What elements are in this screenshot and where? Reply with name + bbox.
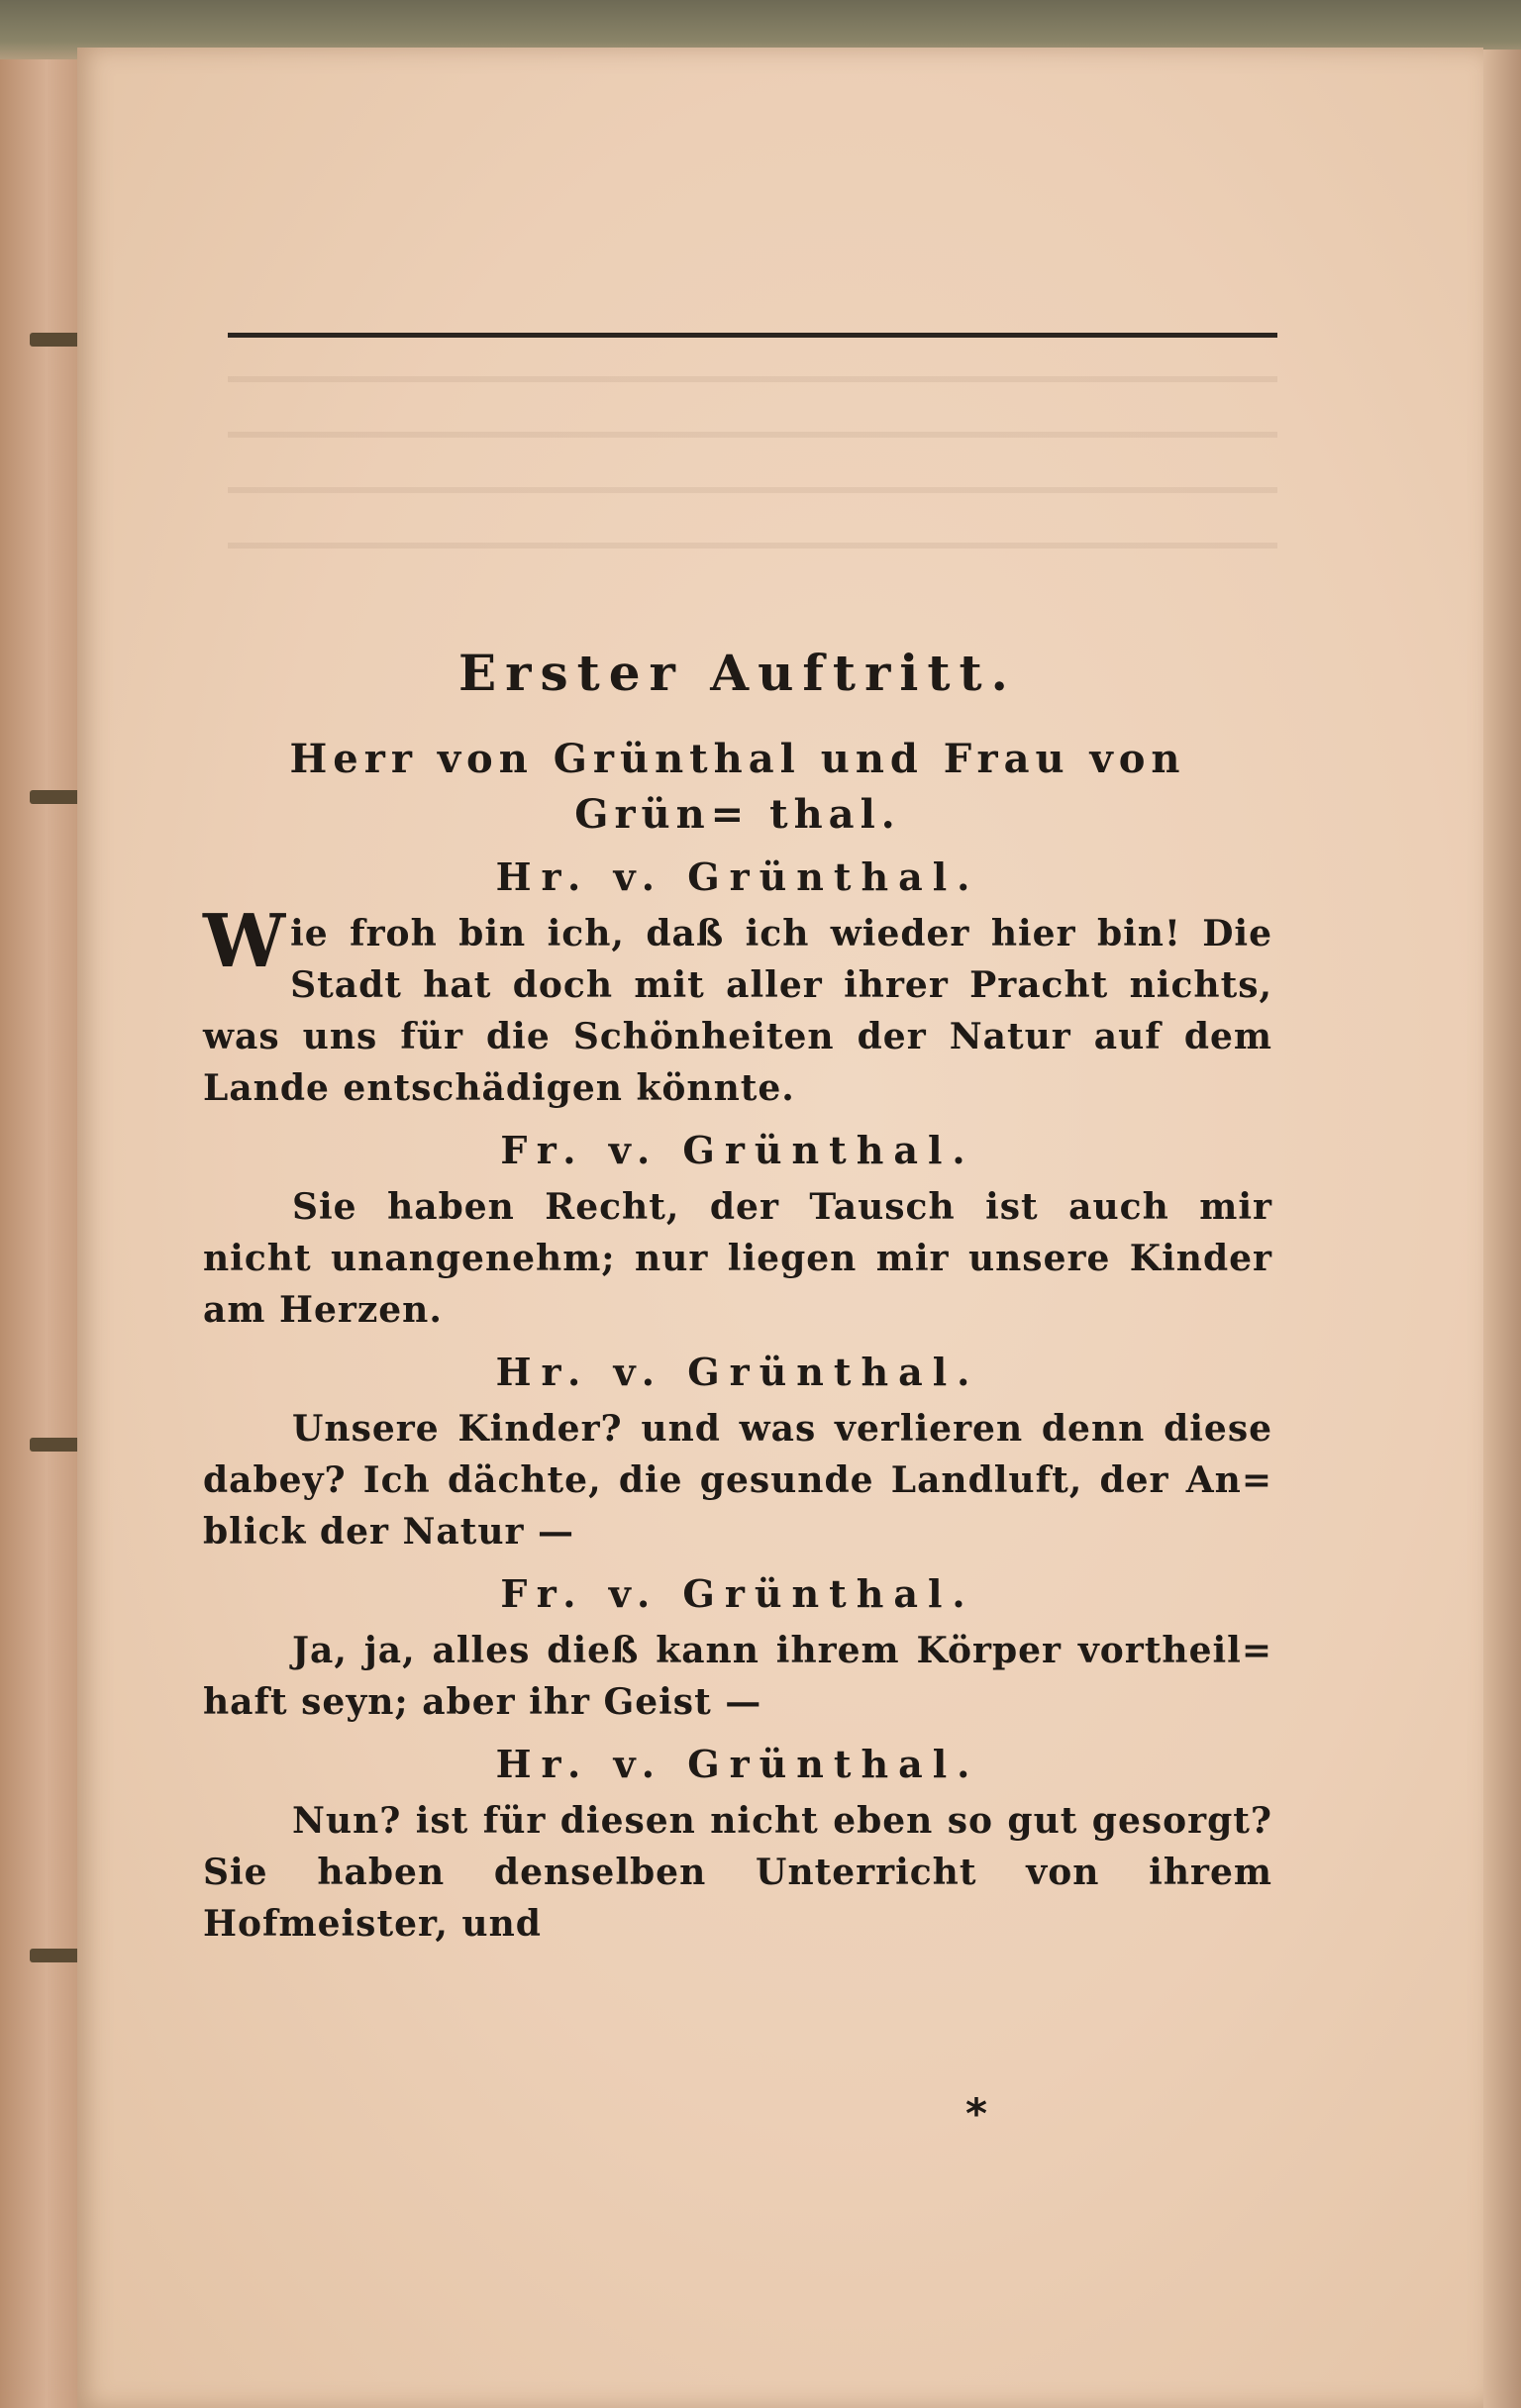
speaker-name: Fr. v. Grünthal. xyxy=(500,1128,975,1172)
speech-paragraph: Unsere Kinder? und was verlieren denn diese dabey? Ich dächte, die gesunde Landluft, der An= blick der Natur — xyxy=(203,1408,1272,1553)
speaker-name: Fr. v. Grünthal. xyxy=(500,1571,975,1616)
speech-paragraph xyxy=(203,899,1272,1114)
speaker-name: Hr. v. Grünthal. xyxy=(495,1350,980,1394)
scene-characters: Herr von Grünthal und Frau von Grün= thal. xyxy=(289,736,1186,838)
speaker-name: Hr. v. Grünthal. xyxy=(495,854,980,899)
speaker-name: Hr. v. Grünthal. xyxy=(495,1742,980,1786)
drop-initial: W xyxy=(203,899,287,984)
speech-paragraph: Sie haben Recht, der Tausch ist auch mir nicht unangenehm; nur liegen mir unsere Kinder am Herzen. xyxy=(203,1186,1272,1331)
speech-text: ie froh bin ich, daß ich wieder hier bin! Die Stadt hat doch mit aller ihrer Pracht nichts, was uns für die Schönheiten der Natur auf dem Lande entschädigen könnte. xyxy=(203,913,1272,1109)
speech-paragraph: Ja, ja, alles dieß kann ihrem Körper vortheil= haft seyn; aber ihr Geist — xyxy=(203,1630,1272,1723)
page-right-edge xyxy=(1483,50,1521,2408)
header-rule xyxy=(228,333,1277,338)
speech-paragraph: Nun? ist für diesen nicht eben so gut gesorgt? Sie haben denselben Unterricht von ihrem Hofmeister, und xyxy=(203,1800,1272,1945)
scene-heading: Erster Auftritt. xyxy=(458,644,1017,702)
left-page-edge xyxy=(0,59,77,2408)
page-text xyxy=(203,629,1272,1950)
bleed-through xyxy=(228,376,1277,574)
signature-mark: * xyxy=(965,2089,987,2138)
